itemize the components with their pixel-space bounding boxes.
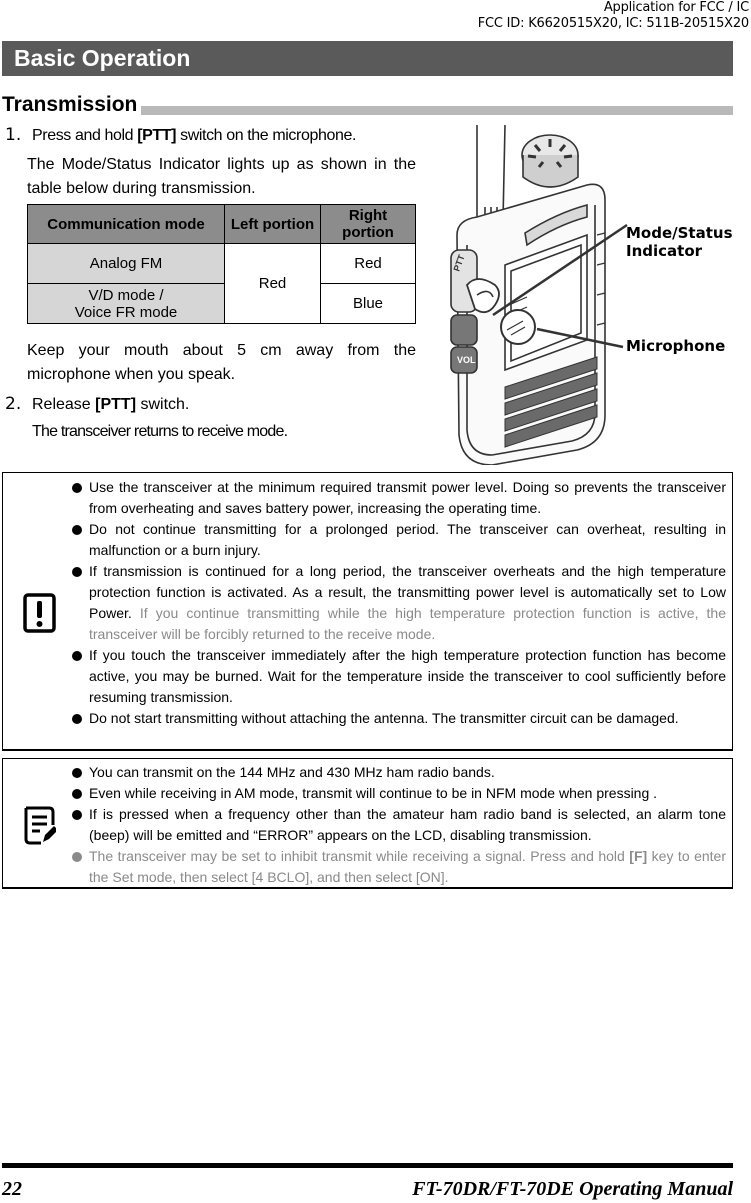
table-header-right: Right portion xyxy=(321,205,416,244)
footer-rule xyxy=(2,1163,733,1168)
manual-title: FT-70DR/FT-70DE Operating Manual xyxy=(412,1178,733,1200)
list-item: If you touch the transceiver immediately after the high temperature protection function has become active, you may be burned. Wait for the temperature inside the transceiver to cool sufficiently before resuming transmission. xyxy=(69,645,726,708)
callout-mode-status-line1: Mode/Status xyxy=(626,224,733,242)
table-row xyxy=(28,244,416,284)
table-cell-mode xyxy=(28,284,225,324)
note-item-gray-pre: The transceiver may be set to inhibit transmit while receiving a signal. Press and hold xyxy=(89,848,630,864)
table-header-mode: Communication mode xyxy=(28,205,225,244)
table-cell-mode-line1: V/D mode / xyxy=(88,286,164,304)
callout-microphone: Microphone xyxy=(626,337,726,355)
mode-indicator-table xyxy=(27,204,416,324)
section-title: Basic Operation xyxy=(2,41,733,76)
table-header-left: Left portion xyxy=(225,205,321,244)
table-cell-right: Red xyxy=(321,244,416,284)
list-item: Use the transceiver at the minimum required transmit power level. Doing so prevents the transceiver from overheating and saves battery power, increasing the operating time. xyxy=(69,477,726,519)
callout-mode-status-line2: Indicator xyxy=(626,242,703,260)
step-1-post: switch on the microphone. xyxy=(176,127,356,144)
step-1-number: 1. xyxy=(5,125,22,145)
note-item-key: [F] xyxy=(629,848,648,864)
caution-item-gray-text: If you continue transmitting while the high temperature protection function is active, the transceiver will be forcibly returned to the receive mode. xyxy=(89,605,726,642)
exclamation-icon xyxy=(23,593,56,633)
step-1-instruction xyxy=(32,124,356,148)
note-list xyxy=(69,762,726,888)
list-item: Even while receiving in AM mode, transmit will continue to be in NFM mode when pressing . xyxy=(69,783,726,804)
table-cell-left: Red xyxy=(225,244,321,324)
table-cell-mode: Analog FM xyxy=(28,244,225,284)
list-item xyxy=(69,561,726,645)
distance-note: Keep your mouth about 5 cm away from the microphone when you speak. xyxy=(27,342,416,383)
fcc-header-line2: FCC ID: K6620515X20, IC: 511B-20515X20 xyxy=(477,16,749,31)
step-2-description: The transceiver returns to receive mode. xyxy=(32,423,288,440)
step-2-instruction xyxy=(32,393,189,417)
list-item: If is pressed when a frequency other than the amateur ham radio band is selected, an alarm tone (beep) will be emitted and “ERROR” appears on the LCD, disabling transmission. xyxy=(69,804,726,846)
caution-list xyxy=(69,477,726,729)
step-2-pre: Release xyxy=(32,396,96,413)
note-box xyxy=(2,758,733,889)
step-2-key: [PTT] xyxy=(95,396,137,413)
step-1-pre: Press and hold xyxy=(32,127,138,144)
ptt-label: PTT xyxy=(451,253,467,273)
step-1-key: [PTT] xyxy=(137,127,177,144)
table-row xyxy=(28,284,416,324)
subsection-title: Transmission xyxy=(2,92,141,118)
table-cell-right: Blue xyxy=(321,284,416,324)
table-cell-mode-line2: Voice FR mode xyxy=(74,303,178,321)
transceiver-illustration xyxy=(437,125,737,465)
step-2-number: 2. xyxy=(5,394,22,414)
page-number: 22 xyxy=(2,1178,22,1200)
list-item: Do not start transmitting without attaching the antenna. The transmitter circuit can be damaged. xyxy=(69,708,726,729)
caution-item-text: If transmission is continued for a long period, the transceiver overheats and the high temperature protection function is activated. As a result, the transmitting power level is automatically set to Low Power. xyxy=(89,563,726,621)
caution-box xyxy=(2,472,733,751)
note-item-gray-post: key to enter the Set mode, then select [4 BCLO], and then select [ON]. xyxy=(89,848,726,885)
step-2-post: switch. xyxy=(136,396,190,413)
list-item xyxy=(69,846,726,888)
vol-label: VOL xyxy=(457,355,476,365)
fcc-header xyxy=(478,0,749,32)
step-1-description: The Mode/Status Indicator lights up as shown in the table below during transmission. xyxy=(27,156,416,197)
list-item: You can transmit on the 144 MHz and 430 MHz ham radio bands. xyxy=(69,762,726,783)
memo-pencil-icon xyxy=(23,805,56,845)
list-item: Do not continue transmitting for a prolonged period. The transceiver can overheat, resulting in malfunction or a burn injury. xyxy=(69,519,726,561)
table-header-row xyxy=(28,205,416,244)
fcc-header-line1: Application for FCC / IC xyxy=(603,0,749,15)
